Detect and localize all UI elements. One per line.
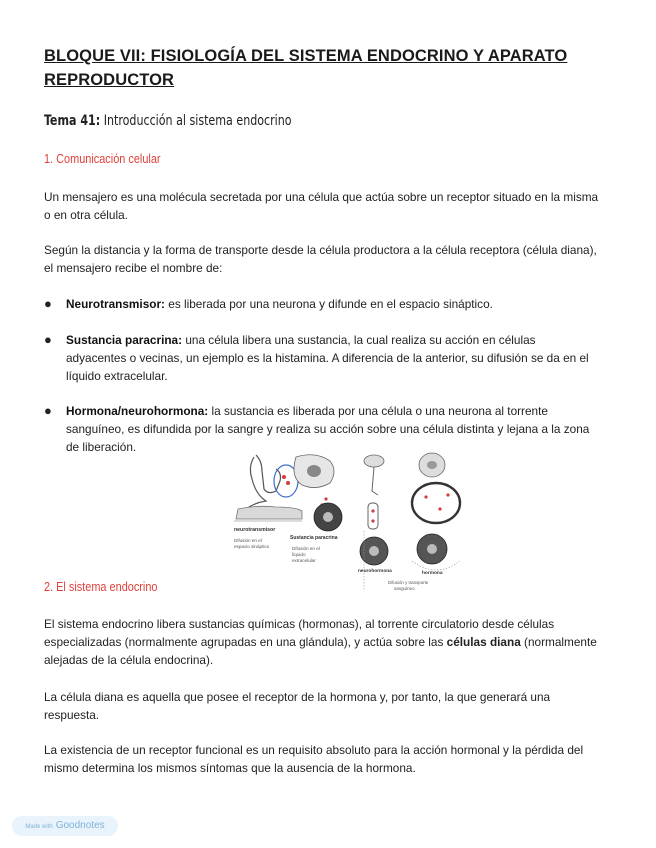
messenger-types-figure	[226, 451, 466, 594]
fig-label-transp2: sanguíneo	[394, 586, 415, 591]
paragraph-3-highlight: células diana	[446, 635, 521, 649]
fig-label-transp1: Difusión y transporte	[388, 580, 429, 585]
page-title: BLOQUE VII: FISIOLOGÍA DEL SISTEMA ENDOCRINO Y APARATO REPRODUCTOR	[44, 47, 568, 89]
bullet-term: Sustancia paracrina:	[66, 333, 183, 347]
fig-label-paracrina: Sustancia paracrina	[290, 535, 338, 541]
badge-brand: Goodnotes	[55, 820, 105, 831]
section-heading-2: 2. El sistema endocrino	[44, 579, 158, 594]
bullet-term: Neurotransmisor:	[66, 297, 165, 311]
fig-label-para-sub2: líquido	[292, 552, 306, 557]
fig-label-para-sub3: extracelular	[292, 558, 316, 563]
fig-label-hormona: hormona	[422, 571, 443, 576]
fig-label-neurotransmisor: neurotransmisor	[234, 527, 276, 533]
bullet-item-paracrina	[44, 331, 604, 385]
bullet-text: una célula libera una sustancia, la cual realiza su acción en células adyacentes o vecinas, un ejemplo es la histamina. A diferencia de la anterior, su difusión se da en el líquido extracelular.	[66, 333, 589, 383]
bullet-item-hormona	[44, 402, 604, 456]
bullet-item-neurotransmisor	[44, 295, 604, 313]
bullet-text: la sustancia es liberada por una célula o una neurona al torrente sanguíneo, es difundida por la sangre y realiza su acción sobre una célula distinta y lejana a la zona de liberación.	[66, 404, 590, 454]
bullet-icon: ●	[44, 403, 52, 418]
topic-heading	[44, 113, 292, 129]
fig-label-neuro-sub1: Difusión en el	[234, 538, 262, 543]
paragraph-3	[44, 615, 600, 669]
paragraph-4: La célula diana es aquella que posee el receptor de la hormona y, por tanto, la que generará una respuesta.	[44, 690, 551, 722]
fig-label-para-sub1: Difusión en el	[292, 546, 320, 551]
topic-number: Tema 41:	[44, 113, 101, 129]
paragraph-3-part-c: (normalmente alejadas de la célula endocrina).	[44, 635, 597, 667]
paragraph-3-part-a: El sistema endocrino libera sustancias químicas (hormonas), al torrente circulatorio desde células especializadas (normalmente agrupadas en una glándula), y actúa sobre las	[44, 617, 555, 649]
bullet-text: es liberada por una neurona y difunde en el espacio sináptico.	[164, 297, 493, 311]
bullet-icon: ●	[44, 296, 52, 311]
bullet-term: Hormona/neurohormona:	[66, 404, 209, 418]
paragraph-5: La existencia de un receptor funcional es un requisito absoluto para la acción hormonal y la pérdida del mismo determina los mismos síntomas que la ausencia de la hormona.	[44, 743, 584, 775]
section-heading-1: 1. Comunicación celular	[44, 151, 161, 166]
fig-label-neuro-sub2: espacio sináptico	[234, 544, 270, 549]
fig-label-neurohormona: neurohormona	[358, 569, 392, 574]
bullet-icon: ●	[44, 332, 52, 347]
topic-name: Introducción al sistema endocrino	[100, 113, 292, 129]
paragraph-2: Según la distancia y la forma de transporte desde la célula productora a la célula receptora (célula diana), el mensajero recibe el nombre de:	[44, 243, 597, 275]
badge-prefix: Made with	[25, 824, 53, 830]
goodnotes-badge	[12, 816, 118, 836]
paragraph-1: Un mensajero es una molécula secretada por una célula que actúa sobre un receptor situado en la misma o en otra célula.	[44, 190, 599, 222]
